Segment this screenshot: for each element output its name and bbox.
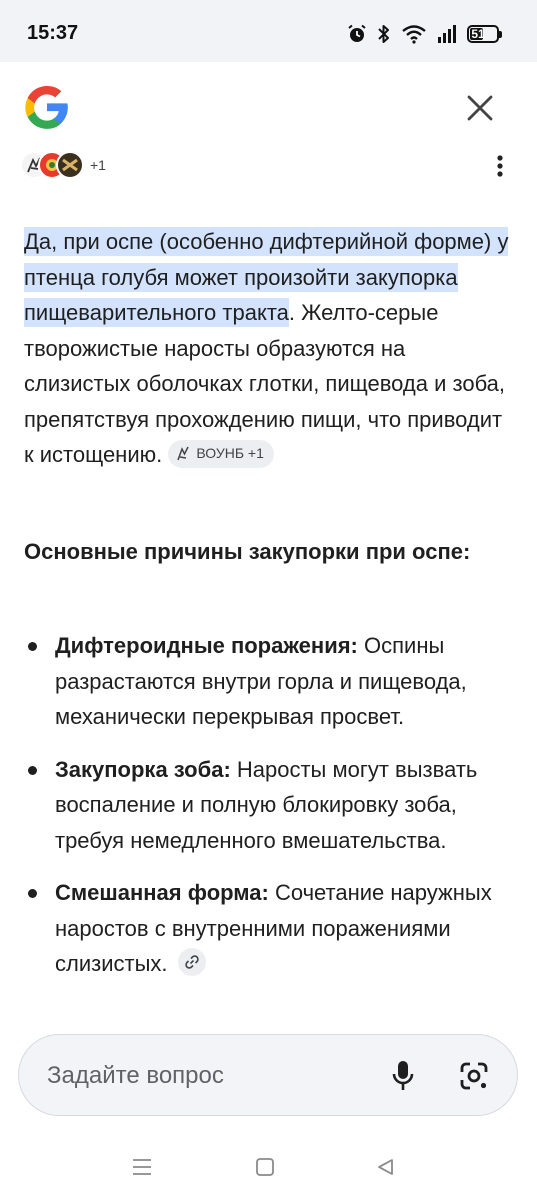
wifi-icon — [401, 24, 427, 44]
bullet-dot — [28, 642, 37, 651]
home-square-icon — [255, 1157, 275, 1177]
ask-input[interactable] — [47, 1059, 347, 1093]
google-lens-icon — [458, 1060, 490, 1092]
nav-home-button[interactable] — [250, 1154, 280, 1180]
google-logo — [22, 82, 72, 132]
status-time: 15:37 — [27, 22, 79, 44]
system-nav-bar — [0, 1136, 537, 1200]
bullet-text: Оспины разрастаются внутри горла и пищевода, механически перекрывая просвет. — [55, 633, 467, 729]
source-avatar-3 — [56, 151, 84, 179]
mic-button[interactable] — [385, 1057, 421, 1095]
more-vert-icon — [497, 155, 503, 177]
answer-highlight: Да, при оспе (особенно дифтерийной форме) у птенца голубя может произойти закупорка пищеварительного тракта — [24, 229, 509, 325]
status-icons — [347, 22, 499, 46]
nav-menu-button[interactable] — [127, 1154, 157, 1180]
source-chip[interactable] — [168, 440, 274, 468]
list-item — [24, 875, 520, 982]
bluetooth-icon — [377, 24, 391, 44]
ai-answer — [24, 224, 516, 473]
bullet-title: Закупорка зоба: — [55, 756, 231, 782]
answer-period: . — [288, 300, 296, 325]
source-avatars[interactable] — [20, 150, 106, 180]
bullet-dot — [28, 889, 37, 898]
source-chip-icon — [176, 446, 190, 462]
more-options-button[interactable] — [484, 150, 516, 182]
list-item — [24, 628, 520, 735]
causes-list — [24, 628, 520, 999]
sources-count: +1 — [90, 157, 106, 173]
signal-icon — [437, 24, 457, 44]
ask-bar — [18, 1034, 518, 1116]
link-icon — [184, 954, 200, 970]
section-heading: Основные причины закупорки при оспе: — [24, 539, 471, 564]
alarm-icon — [347, 24, 367, 44]
link-chip-button[interactable] — [178, 948, 206, 976]
close-button[interactable] — [460, 88, 500, 128]
nav-back-button[interactable] — [371, 1154, 401, 1180]
bullet-text: Наросты могут вызвать воспаление и полную блокировку зоба, требуя немедленного вмешательства. — [55, 756, 478, 853]
bullet-dot — [28, 766, 37, 775]
bullet-title: Смешанная форма: — [55, 880, 269, 905]
close-icon — [466, 94, 494, 122]
status-bar — [0, 0, 537, 62]
battery-icon — [467, 25, 499, 43]
answer-body: Желто-серые творожистые наросты образуются на слизистых оболочках глотки, пищевода и зоба, препятствуя прохождению пищи, что приводит к истощению. — [24, 300, 506, 467]
list-item — [24, 752, 520, 859]
back-triangle-icon — [376, 1157, 396, 1177]
source-chip-label: ВОУНБ +1 — [196, 445, 264, 462]
mic-icon — [391, 1060, 415, 1092]
bullet-title: Дифтероидные поражения: — [55, 633, 358, 658]
menu-icon — [131, 1157, 153, 1177]
bullet-text: Сочетание наружных наростов с внутренними поражениями слизистых. — [55, 880, 492, 976]
google-lens-button[interactable] — [455, 1057, 493, 1095]
battery-level: 51 — [471, 27, 485, 41]
